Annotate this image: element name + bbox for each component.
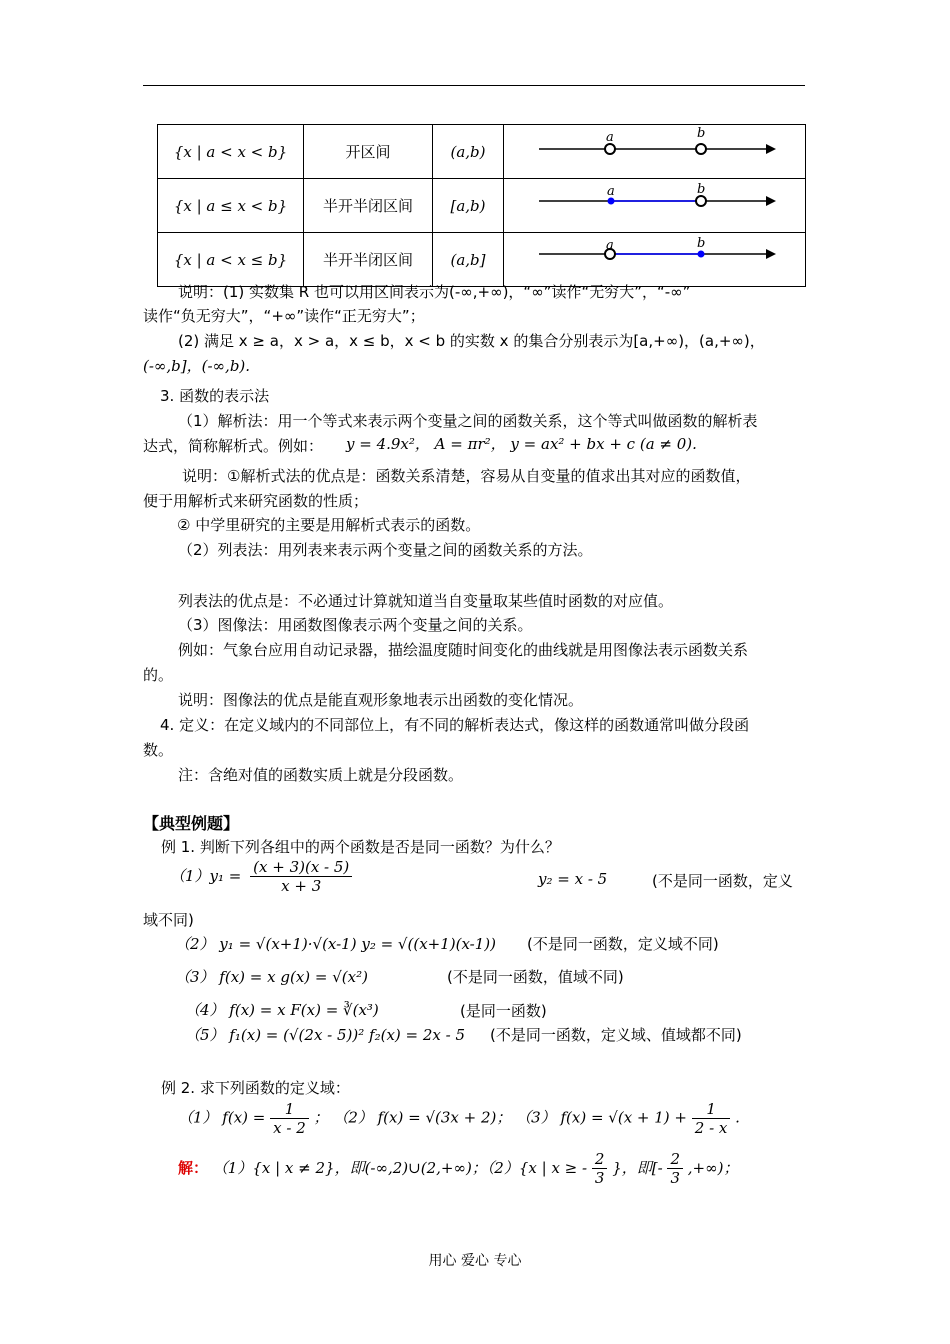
ex1-note4: (是同一函数) <box>460 1002 547 1020</box>
label-a: a <box>606 130 614 145</box>
s3-p7b: 的。 <box>143 666 174 684</box>
name-cell: 开区间 <box>304 125 433 179</box>
ex1-note2: (不是同一函数，定义域不同) <box>527 935 719 953</box>
label-b: b <box>697 126 706 141</box>
ex1-note1: (不是同一函数，定义 <box>652 872 793 890</box>
table-row <box>158 233 806 287</box>
ex1-title: 例 1. 判断下列各组中的两个函数是否是同一函数？为什么？ <box>161 838 560 856</box>
page-footer: 用心 爱心 专心 <box>428 1253 522 1269</box>
s3-p4: （2）列表法：用列表来表示两个变量之间的函数关系的方法。 <box>178 541 593 559</box>
ex2-solution: 解： （1）{x | x ≠ 2}，即(-∞,2)∪(2,+∞)；（2）{x | x ≥ - $\frac{2}{3}$ }，即[- $\frac{2}{3}$ ,+∞)； <box>178 1150 739 1187</box>
interval-table <box>157 124 806 287</box>
ex1-note5: (不是同一函数，定义域、值域都不同) <box>490 1026 742 1044</box>
s3-p2b: 便于用解析式来研究函数的性质； <box>143 492 369 510</box>
label-a: a <box>607 184 615 199</box>
s3-p3: ② 中学里研究的主要是用解析式表示的函数。 <box>177 516 481 534</box>
s3-p2a: 说明：①解析式法的优点是：函数关系清楚，容易从自变量的值求出其对应的函数值， <box>182 467 751 485</box>
label-a: a <box>606 238 614 253</box>
number-line-open <box>504 125 805 174</box>
number-line-cell <box>504 125 806 179</box>
number-line-half-closed <box>504 233 805 282</box>
note-2b: (-∞,b]，(-∞,b). <box>143 357 251 375</box>
label-b: b <box>697 182 706 197</box>
note-1b: 读作“负无穷大”，“+∞”读作“正无穷大”； <box>143 307 425 325</box>
number-line-half-open <box>504 179 805 228</box>
ex1-y2: y₂ = x - 5 <box>538 870 608 888</box>
s4-p1a: 4. 定义：在定义域内的不同部位上，有不同的解析表达式，像这样的函数通常叫做分段函 <box>160 716 750 734</box>
table-row <box>158 125 806 179</box>
s3-p5: 列表法的优点是：不必通过计算就知道当自变量取某些值时函数的对应值。 <box>178 592 674 610</box>
label-b: b <box>697 236 706 251</box>
ex2-questions: （1） f(x) = $\frac{1}{x - 2}$ ； （2） f(x) = √(3x + 2)； （3） f(x) = √(x + 1) + $\frac{1}{2 - x}$ . <box>178 1100 740 1137</box>
s3-formulas: y = 4.9x²， A = πr²， y = ax² + bx + c (a ≠ 0). <box>346 435 697 453</box>
s3-p1a: （1）解析法：用一个等式来表示两个变量之间的函数关系，这个等式叫做函数的解析表 <box>178 412 758 430</box>
s3-p1b: 达式，简称解析式。例如： <box>143 437 324 455</box>
table-row <box>158 179 806 233</box>
s4-p2: 注：含绝对值的函数实质上就是分段函数。 <box>178 766 464 784</box>
ex1-item1: （1）y₁ = $\frac{(x + 3)(x - 5)}{x + 3}$ <box>170 858 352 895</box>
s3-p6: （3）图像法：用函数图像表示两个变量之间的关系。 <box>178 616 533 634</box>
set-cell: {x | a < x < b} <box>158 125 304 179</box>
section3-title: 3. 函数的表示法 <box>160 387 270 405</box>
note-1a: 说明：(1) 实数集 R 也可以用区间表示为(-∞,+∞)，“∞”读作“无穷大”，“-∞” <box>178 283 691 301</box>
set-cell: {x | a ≤ x < b} <box>158 179 304 233</box>
s4-p1b: 数。 <box>143 741 174 759</box>
name-cell: 半开半闭区间 <box>304 179 433 233</box>
ex2-title: 例 2. 求下列函数的定义域： <box>161 1079 350 1097</box>
note-2a: (2) 满足 x ≥ a，x > a，x ≤ b，x < b 的实数 x 的集合分别表示为[a,+∞)，(a,+∞)， <box>178 332 765 350</box>
notation-cell: (a,b] <box>433 233 504 287</box>
notation-cell: [a,b) <box>433 179 504 233</box>
ex1-item4: （4） f(x) = x F(x) = ∛(x³) <box>185 1001 379 1019</box>
ex1-item3: （3） f(x) = x g(x) = √(x²) <box>175 968 368 986</box>
name-cell: 半开半闭区间 <box>304 233 433 287</box>
number-line-cell <box>504 179 806 233</box>
number-line-cell <box>504 233 806 287</box>
s3-p7a: 例如：气象台应用自动记录器，描绘温度随时间变化的曲线就是用图像法表示函数关系 <box>178 641 749 659</box>
solution-label: 解： <box>178 1159 209 1177</box>
ex1-note1b: 域不同) <box>143 911 194 929</box>
ex1-item5: （5） f₁(x) = (√(2x - 5))² f₂(x) = 2x - 5 <box>185 1026 466 1044</box>
ex1-item2: （2） y₁ = √(x+1)·√(x-1) y₂ = √((x+1)(x-1)) <box>175 935 496 953</box>
set-cell: {x | a < x ≤ b} <box>158 233 304 287</box>
examples-heading: 【典型例题】 <box>143 814 240 833</box>
notation-cell: (a,b) <box>433 125 504 179</box>
ex1-note3: (不是同一函数，值域不同) <box>447 968 624 986</box>
s3-p8: 说明：图像法的优点是能直观形象地表示出函数的变化情况。 <box>178 691 584 709</box>
header-rule <box>143 85 805 86</box>
